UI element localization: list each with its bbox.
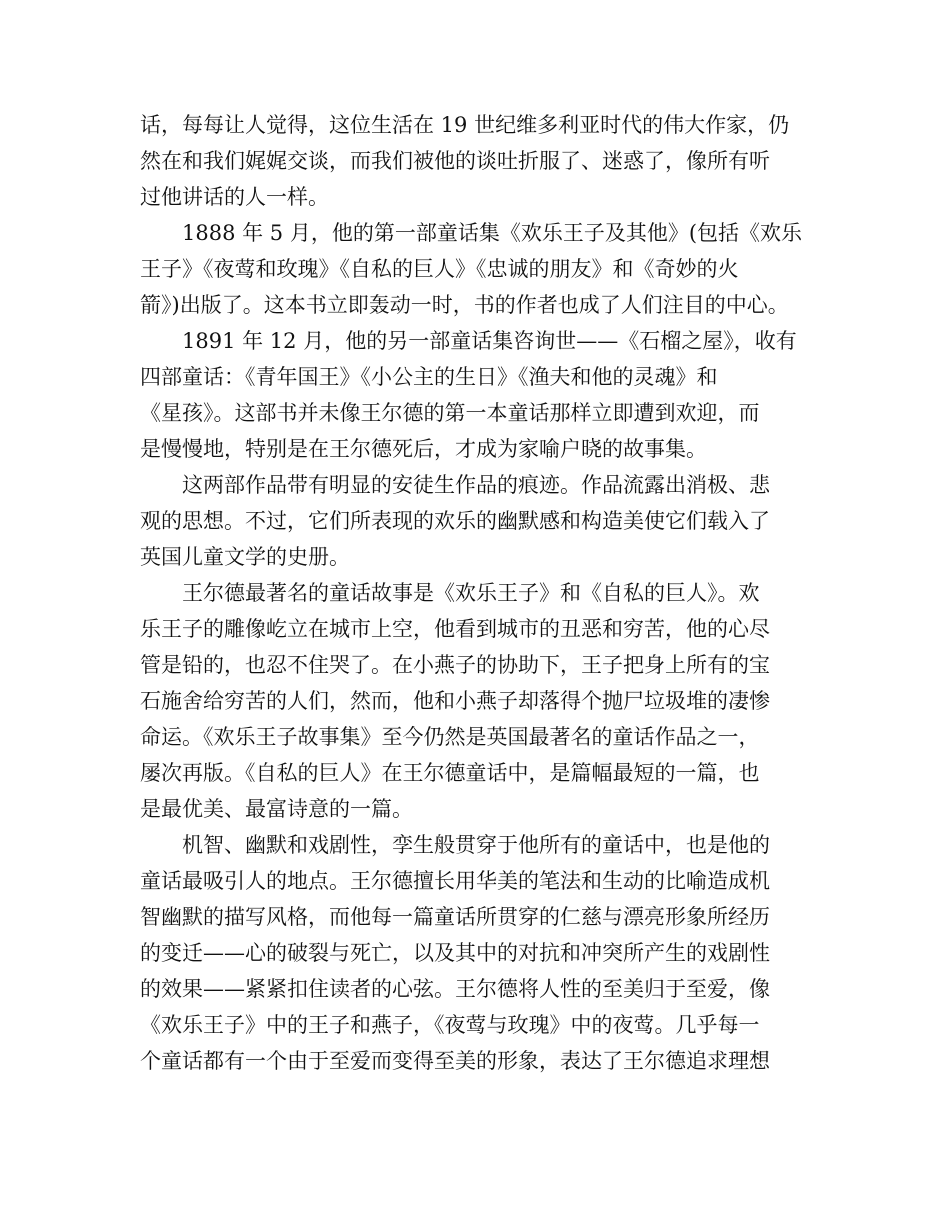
text-line: 然在和我们娓娓交谈，而我们被他的谈吐折服了、迷惑了，像所有听: [140, 149, 770, 173]
paragraph: [140, 467, 810, 575]
text-line: 是最优美、最富诗意的一篇。: [140, 797, 413, 821]
paragraph: [140, 827, 810, 1079]
text-line: 1891 年 12 月，他的另一部童话集咨询世——《石榴之屋》，收有: [182, 329, 797, 353]
text-line: 英国儿童文学的史册。: [140, 545, 350, 569]
text-line: 的效果——紧紧扣住读者的心弦。王尔德将人性的至美归于至爱，像: [140, 977, 770, 1001]
text-line: 王尔德最著名的童话故事是《欢乐王子》和《自私的巨人》。欢: [182, 581, 760, 605]
text-line: 王子》《夜莺和玫瑰》《自私的巨人》《忠诚的朋友》和《奇妙的火: [140, 257, 739, 281]
document-body: [140, 107, 810, 1079]
text-line: 乐王子的雕像屹立在城市上空，他看到城市的丑恶和穷苦，他的心尽: [140, 617, 770, 641]
text-line: 石施舍给穷苦的人们，然而，他和小燕子却落得个抛尸垃圾堆的凄惨: [140, 689, 770, 713]
text-line: 管是铅的，也忍不住哭了。在小燕子的协助下，王子把身上所有的宝: [140, 653, 770, 677]
text-line: 四部童话：《青年国王》《小公主的生日》《渔夫和他的灵魂》和: [140, 365, 718, 389]
text-line: 智幽默的描写风格，而他每一篇童话所贯穿的仁慈与漂亮形象所经历: [140, 905, 770, 929]
text-line: 话，每每让人觉得，这位生活在 19 世纪维多利亚时代的伟大作家，仍: [140, 113, 790, 137]
text-line: 《欢乐王子》中的王子和燕子，《夜莺与玫瑰》中的夜莺。几乎每一: [140, 1013, 760, 1037]
text-line: 的变迁——心的破裂与死亡，以及其中的对抗和冲突所产生的戏剧性: [140, 941, 770, 965]
text-line: 是慢慢地，特别是在王尔德死后，才成为家喻户晓的故事集。: [140, 437, 707, 461]
text-line: 《星孩》。这部书并未像王尔德的第一本童话那样立即遭到欢迎，而: [140, 401, 760, 425]
text-line: 个童话都有一个由于至爱而变得至美的形象，表达了王尔德追求理想: [140, 1049, 770, 1073]
paragraph: [140, 107, 810, 215]
paragraph: [140, 575, 810, 827]
text-line: 这两部作品带有明显的安徒生作品的痕迹。作品流露出消极、悲: [182, 473, 770, 497]
text-line: 命运。《欢乐王子故事集》至今仍然是英国最著名的童话作品之一，: [140, 725, 760, 749]
text-line: 观的思想。不过，它们所表现的欢乐的幽默感和构造美使它们载入了: [140, 509, 770, 533]
paragraph: [140, 323, 810, 467]
text-line: 过他讲话的人一样。: [140, 185, 329, 209]
text-line: 机智、幽默和戏剧性，孪生般贯穿于他所有的童话中，也是他的: [182, 833, 770, 857]
text-line: 1888 年 5 月，他的第一部童话集《欢乐王子及其他》(包括《欢乐: [182, 221, 803, 245]
text-line: 童话最吸引人的地点。王尔德擅长用华美的笔法和生动的比喻造成机: [140, 869, 770, 893]
text-line: 箭》)出版了。这本书立即轰动一时，书的作者也成了人们注目的中心。: [140, 293, 789, 317]
text-line: 屡次再版。《自私的巨人》在王尔德童话中，是篇幅最短的一篇，也: [140, 761, 760, 785]
paragraph: [140, 215, 810, 323]
